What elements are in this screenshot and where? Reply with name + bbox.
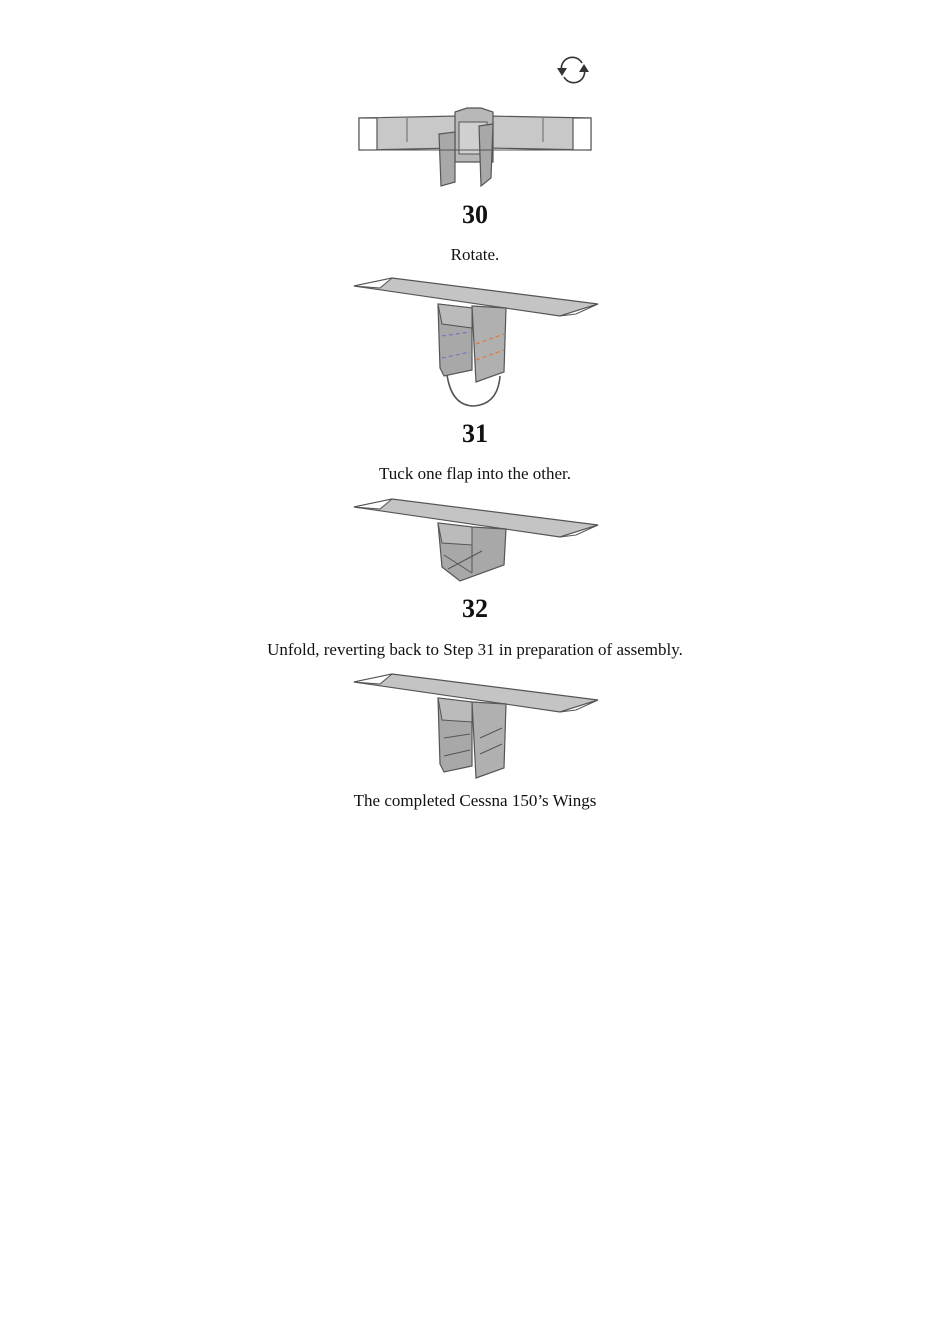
wings-front-view-diagram (355, 106, 595, 190)
rotate-arrows-icon (555, 54, 591, 86)
completed-wings-diagram (352, 668, 600, 780)
step-31-caption: Tuck one flap into the other. (378, 464, 571, 483)
step-31-number: 31 (462, 419, 488, 448)
step-30-number: 30 (462, 200, 488, 229)
step-32-caption: Unfold, reverting back to Step 31 in preparation of assembly. (267, 640, 683, 659)
final-caption: The completed Cessna 150’s Wings (353, 791, 597, 810)
step-30-caption: Rotate. (450, 245, 500, 264)
step-32-number: 32 (462, 594, 488, 623)
step-31-diagram (352, 272, 600, 410)
step-32-diagram (352, 493, 600, 585)
